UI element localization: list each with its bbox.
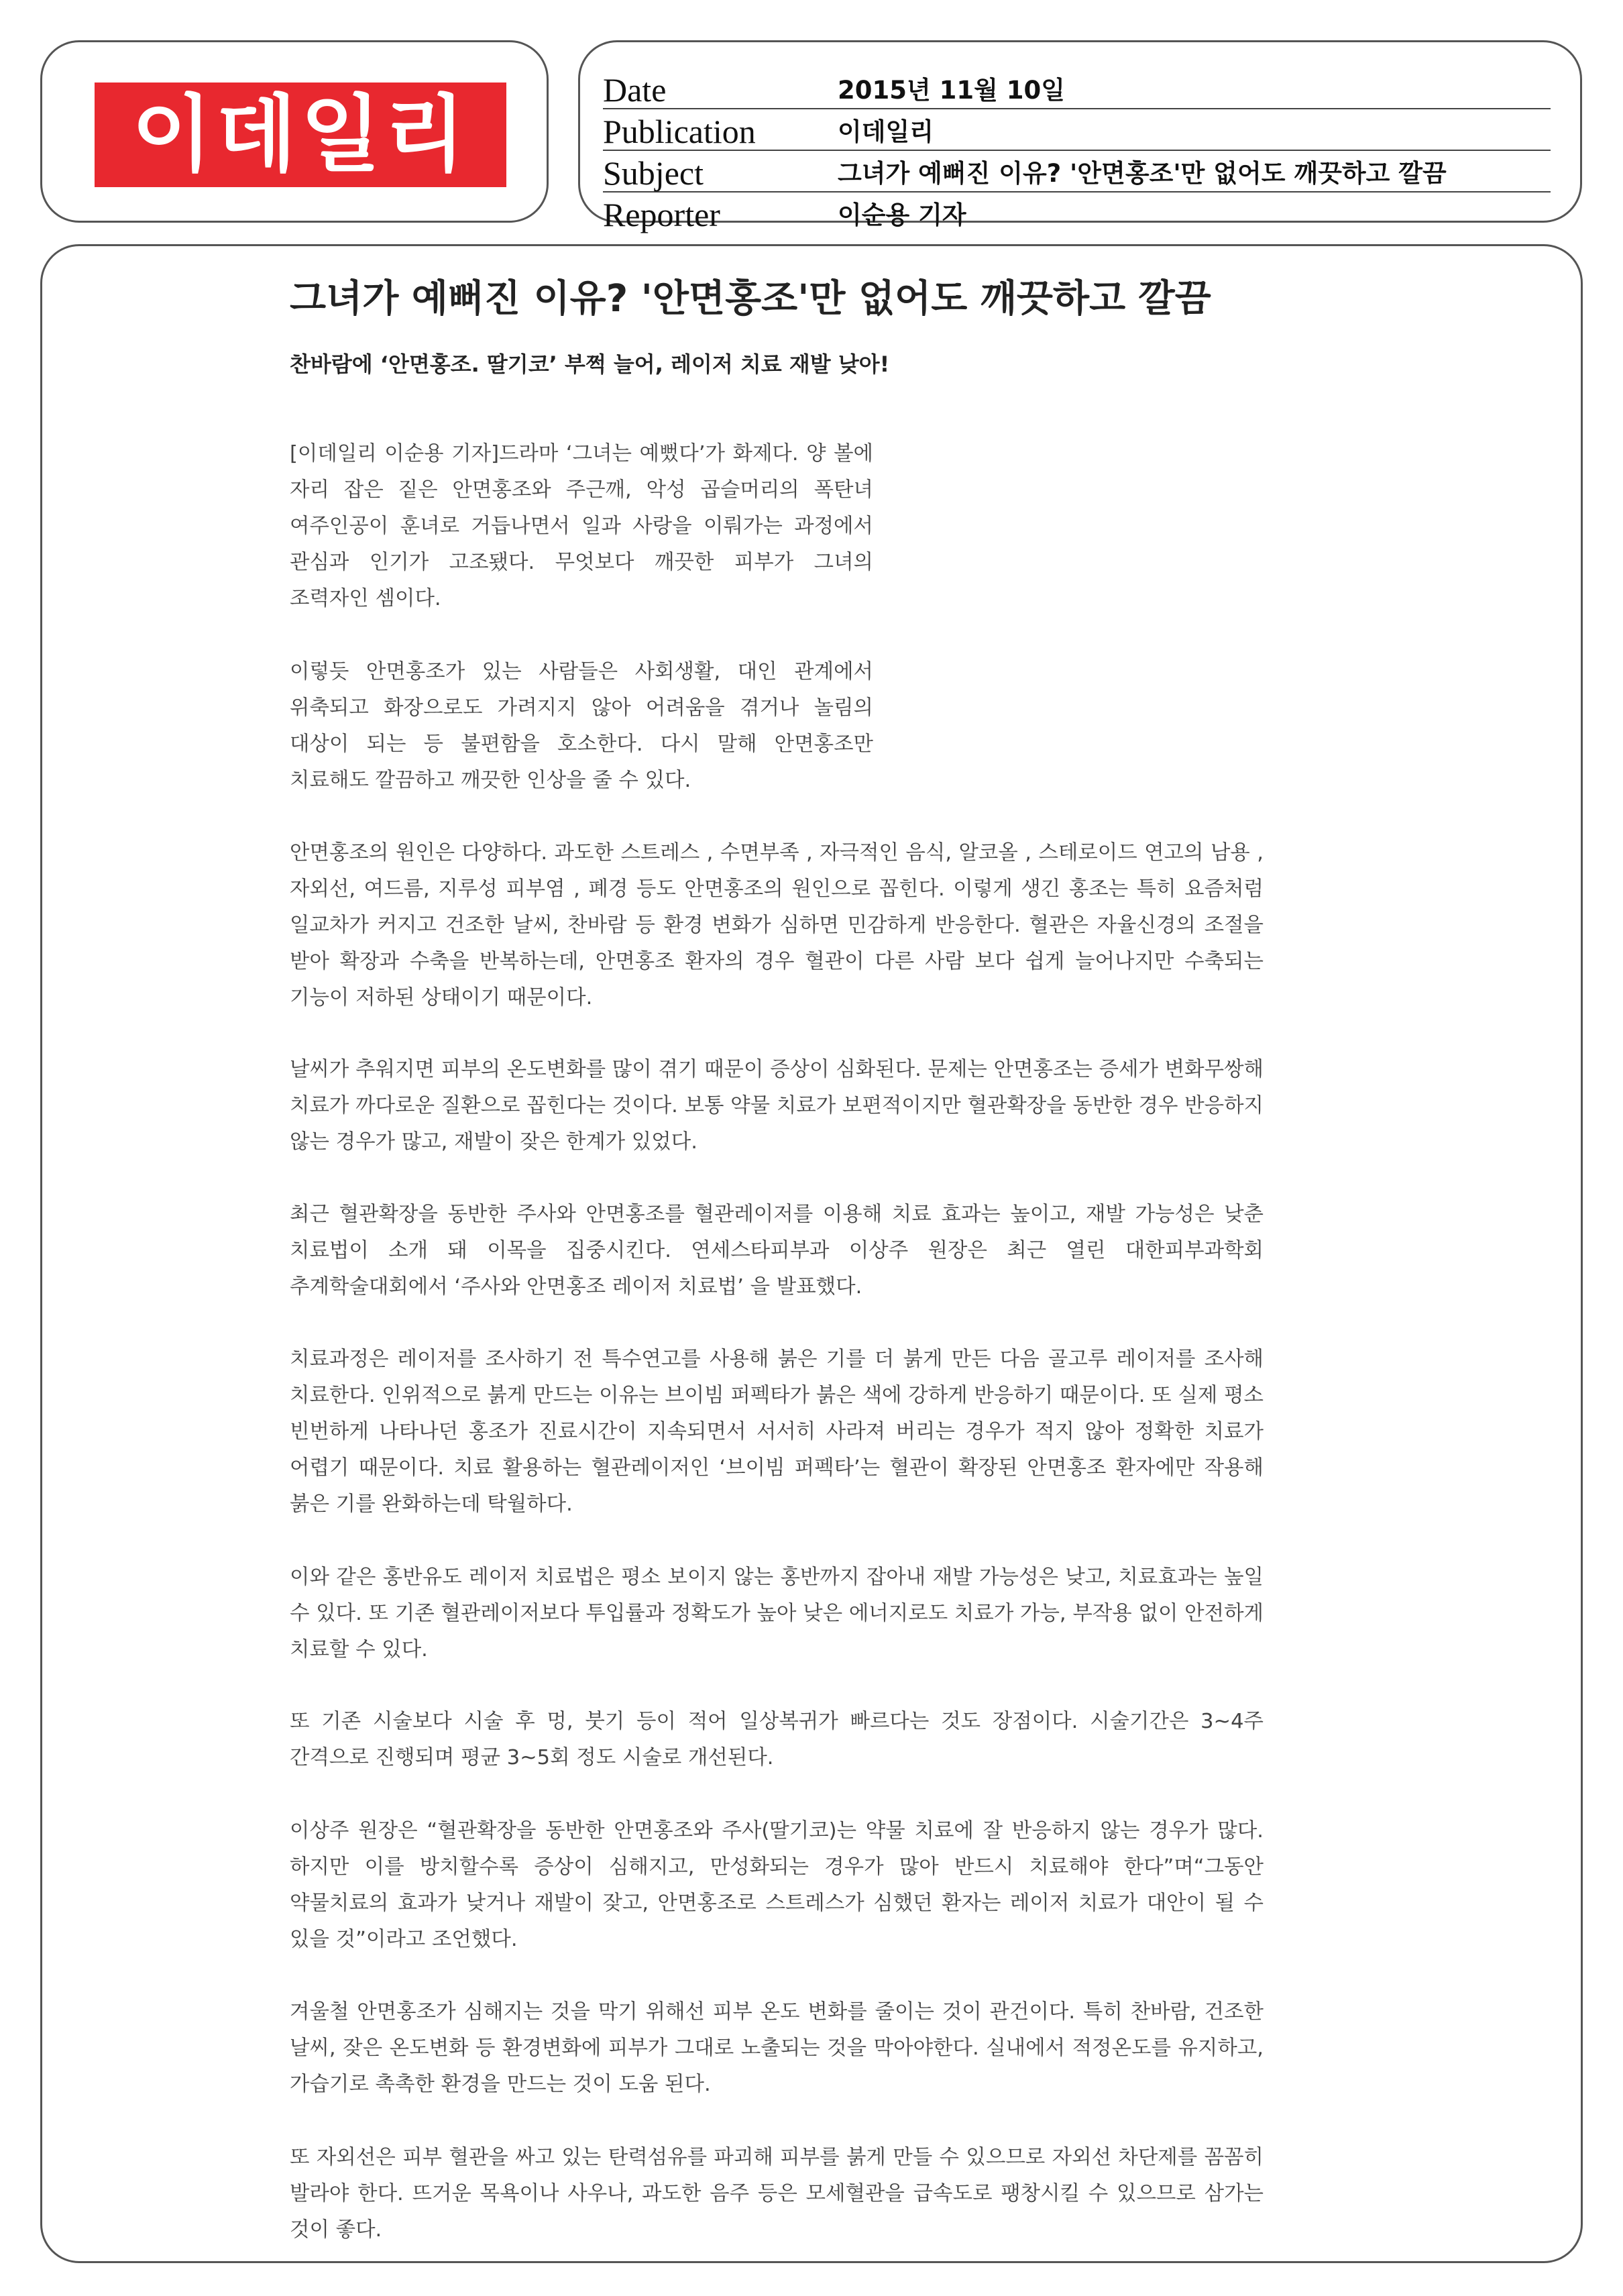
meta-row-publication [603, 109, 1551, 151]
article-paragraph: 겨울철 안면홍조가 심해지는 것을 막기 위해선 피부 온도 변화를 줄이는 것이 관건이다. 특히 찬바람, 건조한 날씨, 잦은 온도변화 등 환경변화에 피부가 그대로 노출되는 것을 막아야한다. 실내에서 적정온도를 유지하고, 가습기로 촉촉한 환경을 만드는 것이 도움 된다. [290, 2000, 1264, 2096]
meta-row-subject [603, 151, 1551, 193]
article-paragraph: 안면홍조의 원인은 다양하다. 과도한 스트레스 , 수면부족 , 자극적인 음식, 알코올 , 스테로이드 연고의 남용 , 자외선, 여드름, 지루성 피부염 , 폐경 등도 안면홍조의 원인으로 꼽힌다. 이렇게 생긴 홍조는 특히 요즘처럼 일교차가 커지고 건조한 날씨, 찬바람 등 환경 변화가 심하면 민감하게 반응한다. 혈관은 자율신경의 조절을 받아 확장과 수축을 반복하는데, 안면홍조 환자의 경우 혈관이 다른 사람 보다 쉽게 늘어나지만 수축되는 기능이 저하된 상태이기 때문이다. [290, 841, 1264, 1009]
article-paragraph: 치료과정은 레이저를 조사하기 전 특수연고를 사용해 붉은 기를 더 붉게 만든 다음 골고루 레이저를 조사해 치료한다. 인위적으로 붉게 만드는 이유는 브이빔 퍼펙타가 붉은 색에 강하게 반응하기 때문이다. 또 실제 평소 빈번하게 나타나던 홍조가 진료시간이 지속되면서 서서히 사라져 버리는 경우가 적지 않아 정확한 치료가 어렵기 때문이다. 치료 활용하는 혈관레이저인 ‘브이빔 퍼펙타’는 혈관이 확장된 안면홍조 환자에만 작용해 붉은 기를 완화하는데 탁월하다. [290, 1348, 1264, 1516]
clipping-info-box [578, 40, 1582, 233]
publication-label: Publication [603, 113, 756, 150]
article-subheadline: 찬바람에 ‘안면홍조. 딸기코’ 부쩍 늘어, 레이저 치료 재발 낮아! [290, 351, 890, 377]
article-paragraph: 이렇듯 안면홍조가 있는 사람들은 사회생활, 대인 관계에서 위축되고 화장으로도 가려지지 않아 어려움을 겪거나 놀림의 대상이 되는 등 불편함을 호소한다. 다시 말해 안면홍조만 치료해도 깔끔하고 깨끗한 인상을 줄 수 있다. [290, 660, 873, 792]
date-label: Date [603, 71, 667, 109]
masthead-box [40, 40, 549, 223]
subject-label: Subject [603, 154, 704, 192]
article-paragraph: 이와 같은 홍반유도 레이저 치료법은 평소 보이지 않는 홍반까지 잡아내 재발 가능성은 낮고, 치료효과는 높일 수 있다. 또 기존 혈관레이저보다 투입률과 정확도가 높아 낮은 에너지로도 치료가 가능, 부작용 없이 안전하게 치료할 수 있다. [290, 1566, 1264, 1661]
publication-logo: 이데일리 [95, 83, 506, 187]
article-headline: 그녀가 예뻐진 이유? '안면홍조'만 없어도 깨끗하고 깔끔 [290, 277, 1211, 321]
article-paragraph: [이데일리 이순용 기자]드라마 ‘그녀는 예뻤다’가 화제다. 양 볼에 자리 잡은 짙은 안면홍조와 주근깨, 악성 곱슬머리의 폭탄녀 여주인공이 훈녀로 거듭나면서 일과 사랑을 이뤄가는 과정에서 관심과 인기가 고조됐다. 무엇보다 깨끗한 피부가 그녀의 조력자인 셈이다. [290, 442, 873, 610]
article-paragraph: 최근 혈관확장을 동반한 주사와 안면홍조를 혈관레이저를 이용해 치료 효과는 높이고, 재발 가능성은 낮춘 치료법이 소개 돼 이목을 집중시킨다. 연세스타피부과 이상주 원장은 최근 열린 대한피부과학회 추계학술대회에서 ‘주사와 안면홍조 레이저 치료법’ 을 발표했다. [290, 1203, 1264, 1299]
article-paragraph: 또 자외선은 피부 혈관을 싸고 있는 탄력섬유를 파괴해 피부를 붉게 만들 수 있으므로 자외선 차단제를 꼼꼼히 발라야 한다. 뜨거운 목욕이나 사우나, 과도한 음주 등은 모세혈관을 급속도로 팽창시킬 수 있으므로 삼가는 것이 좋다. [290, 2146, 1264, 2242]
date-value: 2015년 11월 10일 [838, 76, 1065, 105]
subject-value: 그녀가 예뻐진 이유? '안면홍조'만 없어도 깨끗하고 깔끔 [838, 159, 1447, 188]
article-paragraph: 또 기존 시술보다 시술 후 멍, 붓기 등이 적어 일상복귀가 빠르다는 것도 장점이다. 시술기간은 3~4주 간격으로 진행되며 평균 3~5회 정도 시술로 개선된다. [290, 1710, 1264, 1769]
reporter-label: Reporter [603, 196, 720, 233]
publication-value: 이데일리 [838, 117, 934, 146]
meta-row-date [603, 68, 1551, 109]
reporter-value: 이순용 기자 [838, 201, 966, 229]
article-paragraph: 날씨가 추워지면 피부의 온도변화를 많이 겪기 때문이 증상이 심화된다. 문제는 안면홍조는 증세가 변화무쌍해 치료가 까다로운 질환으로 꼽힌다는 것이다. 보통 약물 치료가 보편적이지만 혈관확장을 동반한 경우 반응하지 않는 경우가 많고, 재발이 잦은 한계가 있었다. [290, 1058, 1264, 1154]
article-paragraph: 이상주 원장은 “혈관확장을 동반한 안면홍조와 주사(딸기코)는 약물 치료에 잘 반응하지 않는 경우가 많다. 하지만 이를 방치할수록 증상이 심해지고, 만성화되는 경우가 많아 반드시 치료해야 한다”며“그동안 약물치료의 효과가 낮거나 재발이 잦고, 안면홍조로 스트레스가 심했던 환자는 레이저 치료가 대안이 될 수 있을 것”이라고 조언했다. [290, 1819, 1264, 1951]
